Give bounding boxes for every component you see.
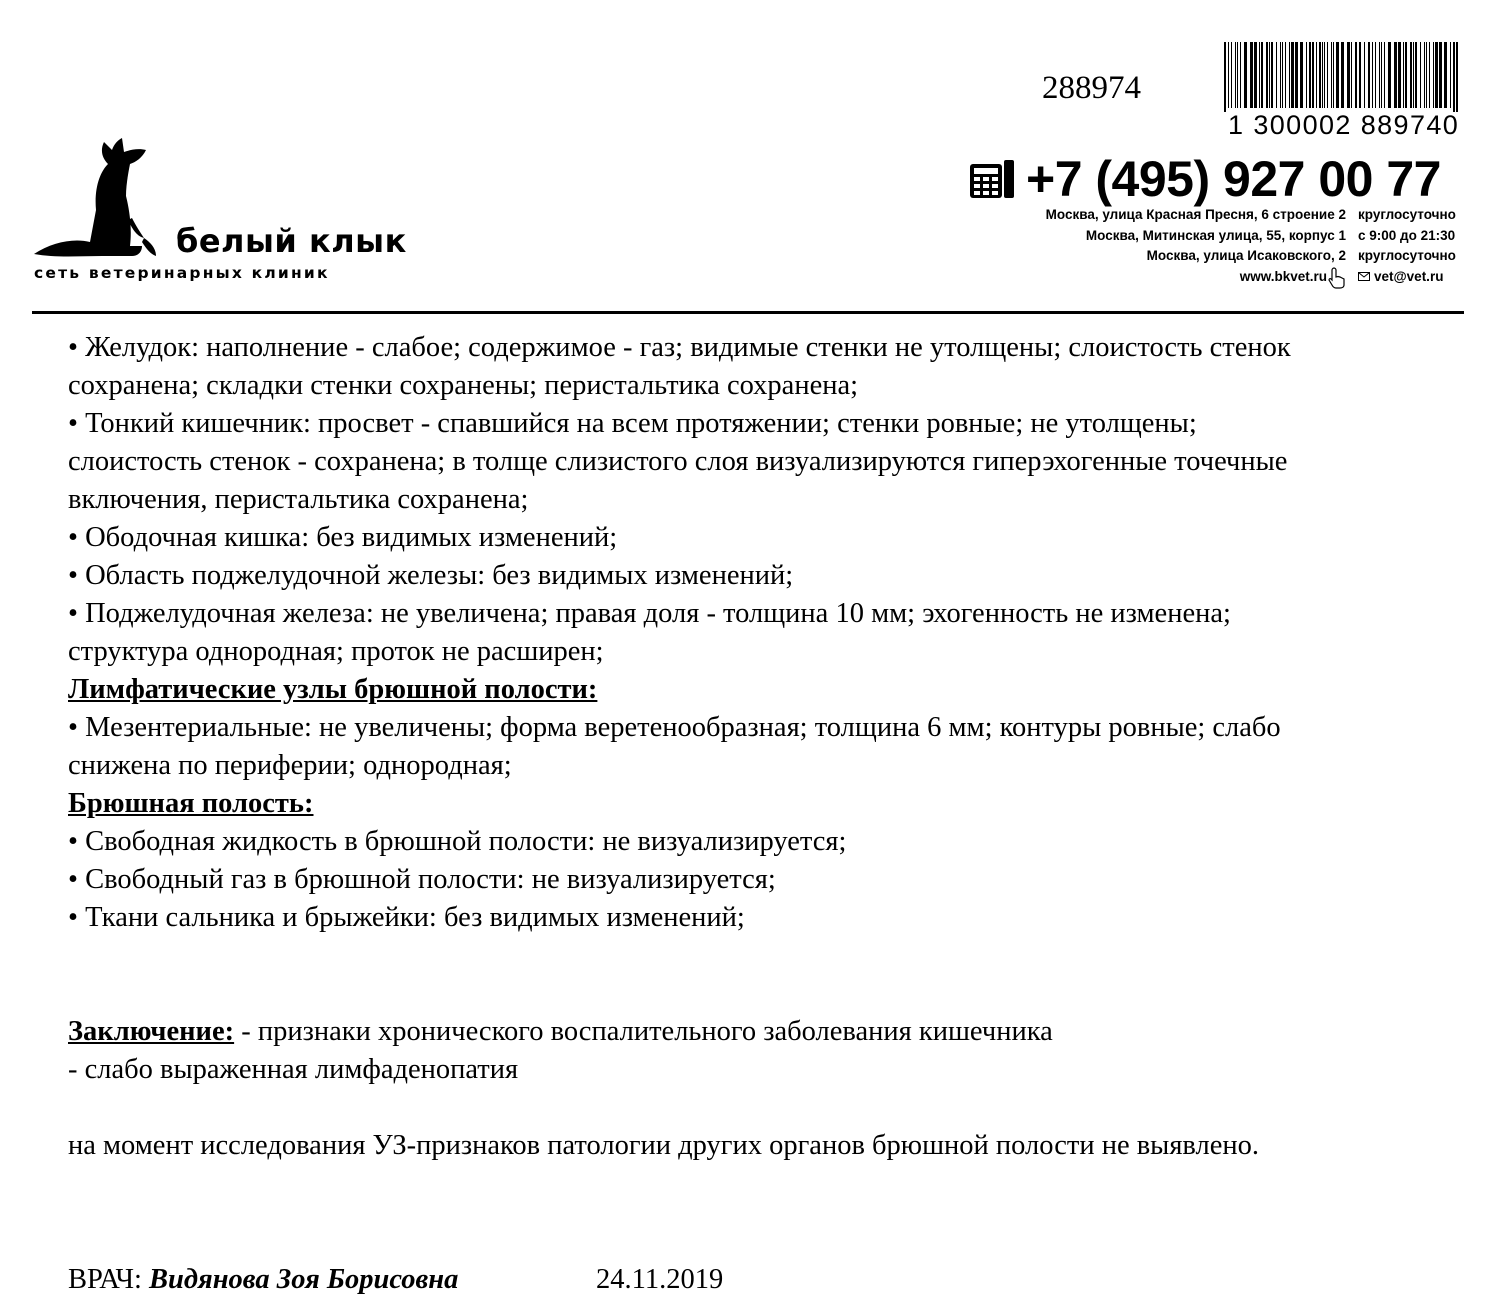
report-line: • Область поджелудочной железы: без видимых изменений; [68,560,794,591]
hand-cursor-icon [1328,267,1346,289]
contact-row [900,267,1470,289]
report-line: • Поджелудочная железа: не увеличена; правая доля - толщина 10 мм; эхогенность не изменена; [68,598,1231,629]
report-line: слоистость стенок - сохранена; в толще слизистого слоя визуализируются гиперэхогенные точечные [68,446,1288,477]
report-line: сохранена; складки стенки сохранены; перистальтика сохранена; [68,370,859,401]
final-note: на момент исследования УЗ-признаков патологии других органов брюшной полости не выявлено. [68,1130,1260,1161]
address-text: Москва, улица Красная Пресня, 6 строение 2 [1045,207,1346,222]
website-link[interactable]: www.bkvet.ru [1239,268,1327,284]
website-link-wrap [1240,267,1346,289]
hours-text: круглосуточно [1358,248,1456,263]
conclusion-line [68,1013,1468,1051]
dog-logo-icon [32,138,162,263]
header-divider [32,311,1464,314]
report-line: • Тонкий кишечник: просвет - спавшийся на всем протяжении; стенки ровные; не утолщены; [68,408,1197,439]
logo-name: белый клык [176,222,407,260]
report-line: структура однородная; проток не расширен; [68,636,604,667]
doctor-label: ВРАЧ: [68,1264,150,1295]
barcode [1222,42,1462,140]
report-line: снижена по периферии; однородная; [68,750,512,781]
address-text: Москва, Митинская улица, 55, корпус 1 [1085,227,1346,243]
phone-icon [970,160,1014,198]
hours-text: круглосуточно [1358,207,1456,222]
report-line: • Ободочная кишка: без видимых изменений; [68,522,618,553]
doctor-name: Видянова Зоя Борисовна [149,1264,459,1295]
conclusion-text: - признаки хронического воспалительного заболевания кишечника [234,1016,1053,1047]
mail-icon [1358,272,1370,281]
conclusion-line-2: - слабо выраженная лимфаденопатия [68,1054,519,1085]
report-line: • Мезентериальные: не увеличены; форма веретенообразная; толщина 6 мм; контуры ровные; слабо [68,712,1281,743]
report-date: 24.11.2019 [596,1264,724,1295]
report-line: • Свободная жидкость в брюшной полости: не визуализируется; [68,826,847,857]
hours-text: с 9:00 до 21:30 [1358,227,1456,243]
doctor-signature-line [68,1264,724,1296]
barcode-icon [1222,42,1462,112]
conclusion-heading: Заключение: [68,1016,235,1047]
report-line: • Желудок: наполнение - слабое; содержимое - газ; видимые стенки не утолщены; слоистость стенок [68,332,1291,363]
address-text: Москва, улица Исаковского, 2 [1146,248,1346,263]
email-wrap [1346,267,1470,289]
email-link[interactable]: vet@vet.ru [1374,268,1444,284]
phone-row [970,150,1441,208]
address-row [900,226,1470,247]
address-row [900,246,1470,267]
address-row [900,205,1470,226]
barcode-digits: 1 300002 889740 [1228,110,1460,140]
logo-subtitle: сеть ветеринарных клиник [34,264,330,282]
report-body [68,329,1468,1165]
report-line: • Ткани сальника и брыжейки: без видимых изменений; [68,902,745,933]
clinic-logo [32,138,412,288]
report-line: включения, перистальтика сохранена; [68,484,529,515]
lymph-nodes-heading: Лимфатические узлы брюшной полости: [68,674,598,705]
report-line: • Свободный газ в брюшной полости: не визуализируется; [68,864,776,895]
order-number: 288974 [1042,70,1141,106]
phone-number: +7 (495) 927 00 77 [1026,151,1441,207]
abdomen-heading: Брюшная полость: [68,788,314,819]
address-block [900,205,1470,289]
